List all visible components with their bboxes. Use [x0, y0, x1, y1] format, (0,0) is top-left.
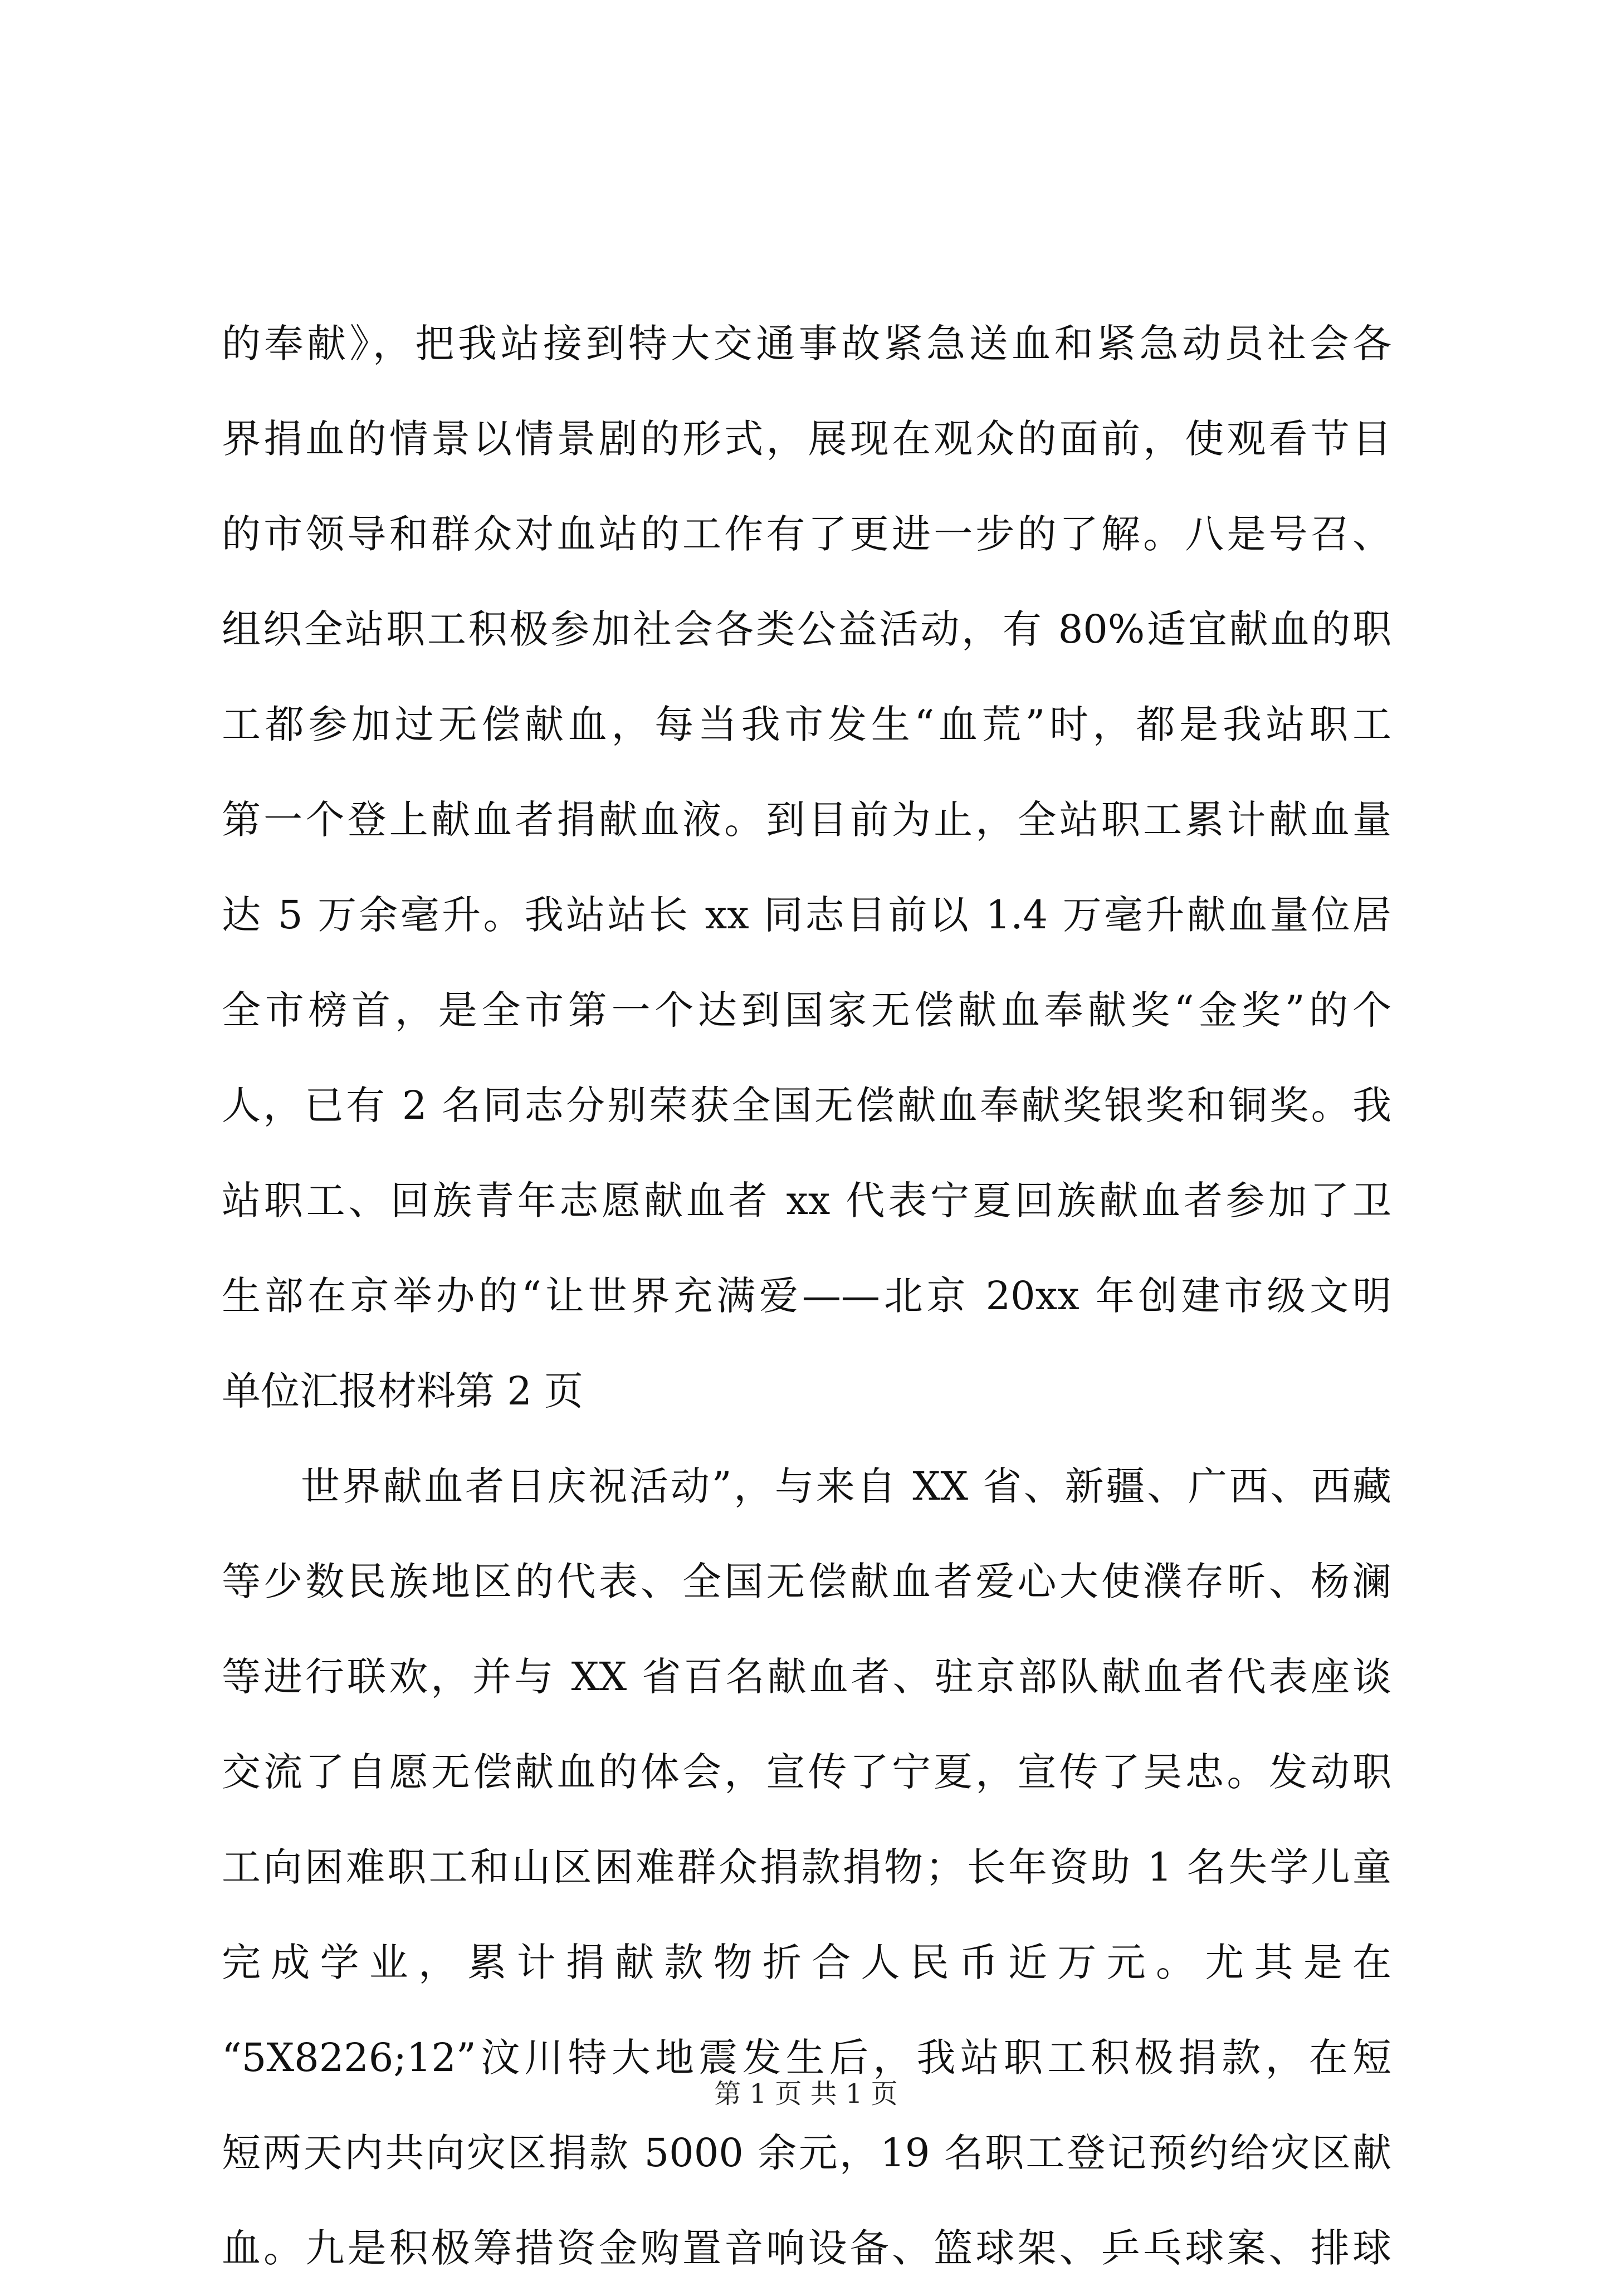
text-line: 第一个登上献血者捐献血液。到目前为止，全站职工累计献血量: [222, 797, 1391, 843]
document-body: [222, 296, 1391, 2296]
page-footer: [0, 2077, 1612, 2111]
text-line: 等少数民族地区的代表、全国无偿献血者爱心大使濮存昕、杨澜: [222, 1559, 1391, 1604]
text-line: 交流了自愿无偿献血的体会，宣传了宁夏，宣传了吴忠。发动职: [222, 1749, 1391, 1795]
text-line: 工向困难职工和山区困难群众捐款捐物；长年资助 1 名失学儿童: [222, 1844, 1391, 1890]
page-number-label: 第 1 页 共 1 页: [714, 2078, 898, 2109]
text-line: 全市榜首，是全市第一个达到国家无偿献血奉献奖“金奖”的个: [222, 987, 1391, 1033]
text-line: 血。九是积极筹措资金购置音响设备、篮球架、乒乓球案、排球: [222, 2225, 1391, 2271]
text-line: 达 5 万余毫升。我站站长 xx 同志目前以 1.4 万毫升献血量位居: [222, 892, 1391, 938]
text-line: 等进行联欢，并与 XX 省百名献血者、驻京部队献血者代表座谈: [222, 1654, 1391, 1700]
text-line: 组织全站职工积极参加社会各类公益活动，有 80%适宜献血的职: [222, 606, 1391, 652]
text-line: 站职工、回族青年志愿献血者 xx 代表宁夏回族献血者参加了卫: [222, 1178, 1391, 1223]
text-line: 人，已有 2 名同志分别荣获全国无偿献血奉献奖银奖和铜奖。我: [222, 1083, 1391, 1128]
text-line: 单位汇报材料第 2 页: [222, 1368, 584, 1414]
text-line: 界捐血的情景以情景剧的形式，展现在观众的面前，使观看节目: [222, 416, 1391, 462]
text-line: 的奉献》，把我站接到特大交通事故紧急送血和紧急动员社会各: [222, 321, 1391, 366]
text-line: 的市领导和群众对血站的工作有了更进一步的了解。八是号召、: [222, 511, 1391, 557]
text-line: 短两天内共向灾区捐款 5000 余元，19 名职工登记预约给灾区献: [222, 2130, 1391, 2176]
text-line: 世界献血者日庆祝活动”，与来自 XX 省、新疆、广西、西藏: [301, 1463, 1391, 1509]
text-line: 工都参加过无偿献血，每当我市发生“血荒”时，都是我站职工: [222, 702, 1391, 747]
text-line: 完成学业，累计捐献款物折合人民币近万元。尤其是在: [222, 1940, 1391, 1985]
text-line: 生部在京举办的“让世界充满爱——北京 20xx 年创建市级文明: [222, 1273, 1391, 1319]
text-line: “5X8226;12”汶川特大地震发生后，我站职工积极捐款，在短: [222, 2035, 1391, 2080]
